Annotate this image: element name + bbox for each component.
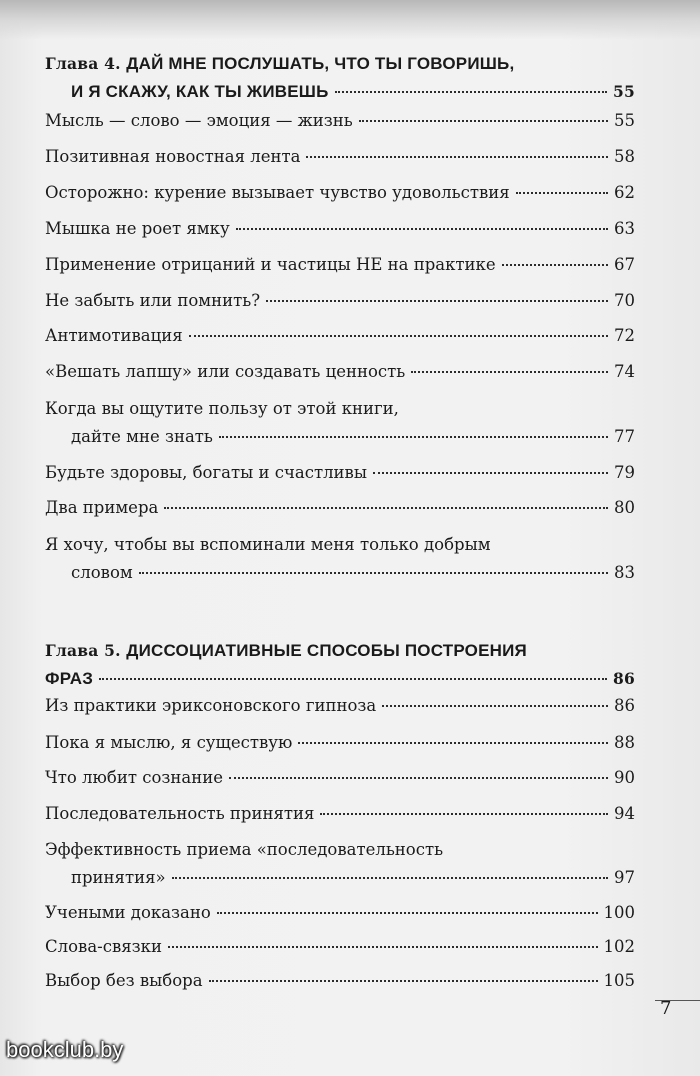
toc-entry — [45, 459, 635, 487]
page-top-shadow — [0, 0, 700, 40]
entry-title: Выбор без выбора — [45, 971, 203, 990]
page-number: 70 — [614, 291, 635, 310]
toc-entry — [45, 531, 635, 587]
page-number: 72 — [614, 326, 635, 345]
toc-entry — [45, 322, 635, 350]
page-number: 105 — [603, 971, 635, 990]
chapter-prefix: Глава 5. — [45, 641, 121, 660]
entry-title: Два примера — [45, 498, 159, 517]
chapter-title-cont: И Я СКАЖУ, КАК ТЫ ЖИВЕШЬ — [71, 82, 329, 101]
dot-leader — [306, 155, 608, 158]
page-number: 83 — [614, 563, 635, 582]
chapter-4-heading — [45, 50, 635, 106]
dot-leader — [189, 334, 608, 337]
entry-title: Антимотивация — [45, 326, 183, 345]
toc-entry — [45, 836, 635, 892]
page-number: 86 — [613, 669, 635, 688]
chapter-5-heading — [45, 637, 635, 693]
toc-entry — [45, 395, 635, 451]
chapter-title: ДАЙ МНЕ ПОСЛУШАТЬ, ЧТО ТЫ ГОВОРИШЬ, — [126, 54, 515, 73]
entry-title: Будьте здоровы, богаты и счастливы — [45, 463, 367, 482]
dot-leader — [209, 979, 598, 982]
entry-title: Из практики эриксоновского гипноза — [45, 696, 377, 715]
entry-title: «Вешать лапшу» или создавать ценность — [45, 362, 406, 381]
page-number: 86 — [614, 696, 635, 715]
entry-title: Учеными доказано — [45, 903, 211, 922]
page-number: 102 — [603, 937, 635, 956]
entry-title: Пока я мыслю, я существую — [45, 733, 293, 752]
entry-title: Когда вы ощутите пользу от этой книги, — [45, 399, 399, 418]
entry-title-cont: дайте мне знать — [71, 427, 213, 446]
page-number: 79 — [614, 463, 635, 482]
entry-title: Слова-связки — [45, 937, 162, 956]
dot-leader — [164, 506, 608, 509]
dot-leader — [320, 812, 608, 815]
entry-title: Мысль — слово — эмоция — жизнь — [45, 111, 353, 130]
dot-leader — [298, 741, 608, 744]
chapter-prefix: Глава 4. — [45, 54, 121, 73]
dot-leader — [335, 90, 608, 93]
entry-title: Я хочу, чтобы вы вспоминали меня только добрым — [45, 535, 491, 554]
page-number: 74 — [614, 362, 635, 381]
page-number: 90 — [614, 768, 635, 787]
dot-leader — [373, 471, 608, 474]
page-number: 100 — [603, 903, 635, 922]
page-number: 55 — [613, 82, 635, 101]
page-number: 77 — [614, 427, 635, 446]
toc-entry — [45, 358, 635, 386]
dot-leader — [139, 571, 608, 574]
dot-leader — [99, 677, 607, 680]
dot-leader — [359, 119, 608, 122]
page-number: 94 — [614, 804, 635, 823]
toc-entry — [45, 692, 635, 720]
toc-entry — [45, 899, 635, 927]
toc-entry — [45, 933, 635, 961]
toc-entry — [45, 143, 635, 171]
entry-title: Не забыть или помнить? — [45, 291, 261, 310]
page-number: 58 — [614, 147, 635, 166]
entry-title: Позитивная новостная лента — [45, 147, 301, 166]
page-number: 88 — [614, 733, 635, 752]
entry-title: Эффективность приема «последовательность — [45, 840, 444, 859]
chapter-title-cont: ФРАЗ — [45, 669, 94, 688]
watermark: bookclub.by — [6, 1037, 124, 1062]
page-folio: 7 — [660, 998, 672, 1019]
page-number: 80 — [614, 498, 635, 517]
page-number: 67 — [614, 255, 635, 274]
toc-entry — [45, 251, 635, 279]
dot-leader — [219, 435, 608, 438]
dot-leader — [516, 191, 608, 194]
toc-entry — [45, 215, 635, 243]
dot-leader — [502, 263, 608, 266]
page-number: 63 — [614, 219, 635, 238]
dot-leader — [217, 911, 598, 914]
toc-entry — [45, 729, 635, 757]
toc-entry — [45, 800, 635, 828]
entry-title-cont: словом — [71, 563, 133, 582]
toc-entry — [45, 287, 635, 315]
toc-entry — [45, 967, 635, 995]
toc-entry — [45, 179, 635, 207]
entry-title: Мышка не роет ямку — [45, 219, 230, 238]
entry-title: Последовательность принятия — [45, 804, 315, 823]
dot-leader — [236, 227, 608, 230]
toc-entry — [45, 764, 635, 792]
entry-title: Применение отрицаний и частицы НЕ на практике — [45, 255, 496, 274]
entry-title: Осторожно: курение вызывает чувство удовольствия — [45, 183, 510, 202]
chapter-title: ДИССОЦИАТИВНЫЕ СПОСОБЫ ПОСТРОЕНИЯ — [126, 641, 527, 660]
dot-leader — [382, 704, 608, 707]
entry-title-cont: принятия» — [71, 868, 166, 887]
dot-leader — [168, 945, 598, 948]
page-number: 62 — [614, 183, 635, 202]
dot-leader — [172, 876, 608, 879]
toc-entry — [45, 494, 635, 522]
page-number: 55 — [614, 111, 635, 130]
page-number: 97 — [614, 868, 635, 887]
dot-leader — [229, 776, 608, 779]
entry-title: Что любит сознание — [45, 768, 223, 787]
dot-leader — [266, 299, 608, 302]
dot-leader — [411, 370, 608, 373]
toc-entry — [45, 107, 635, 135]
